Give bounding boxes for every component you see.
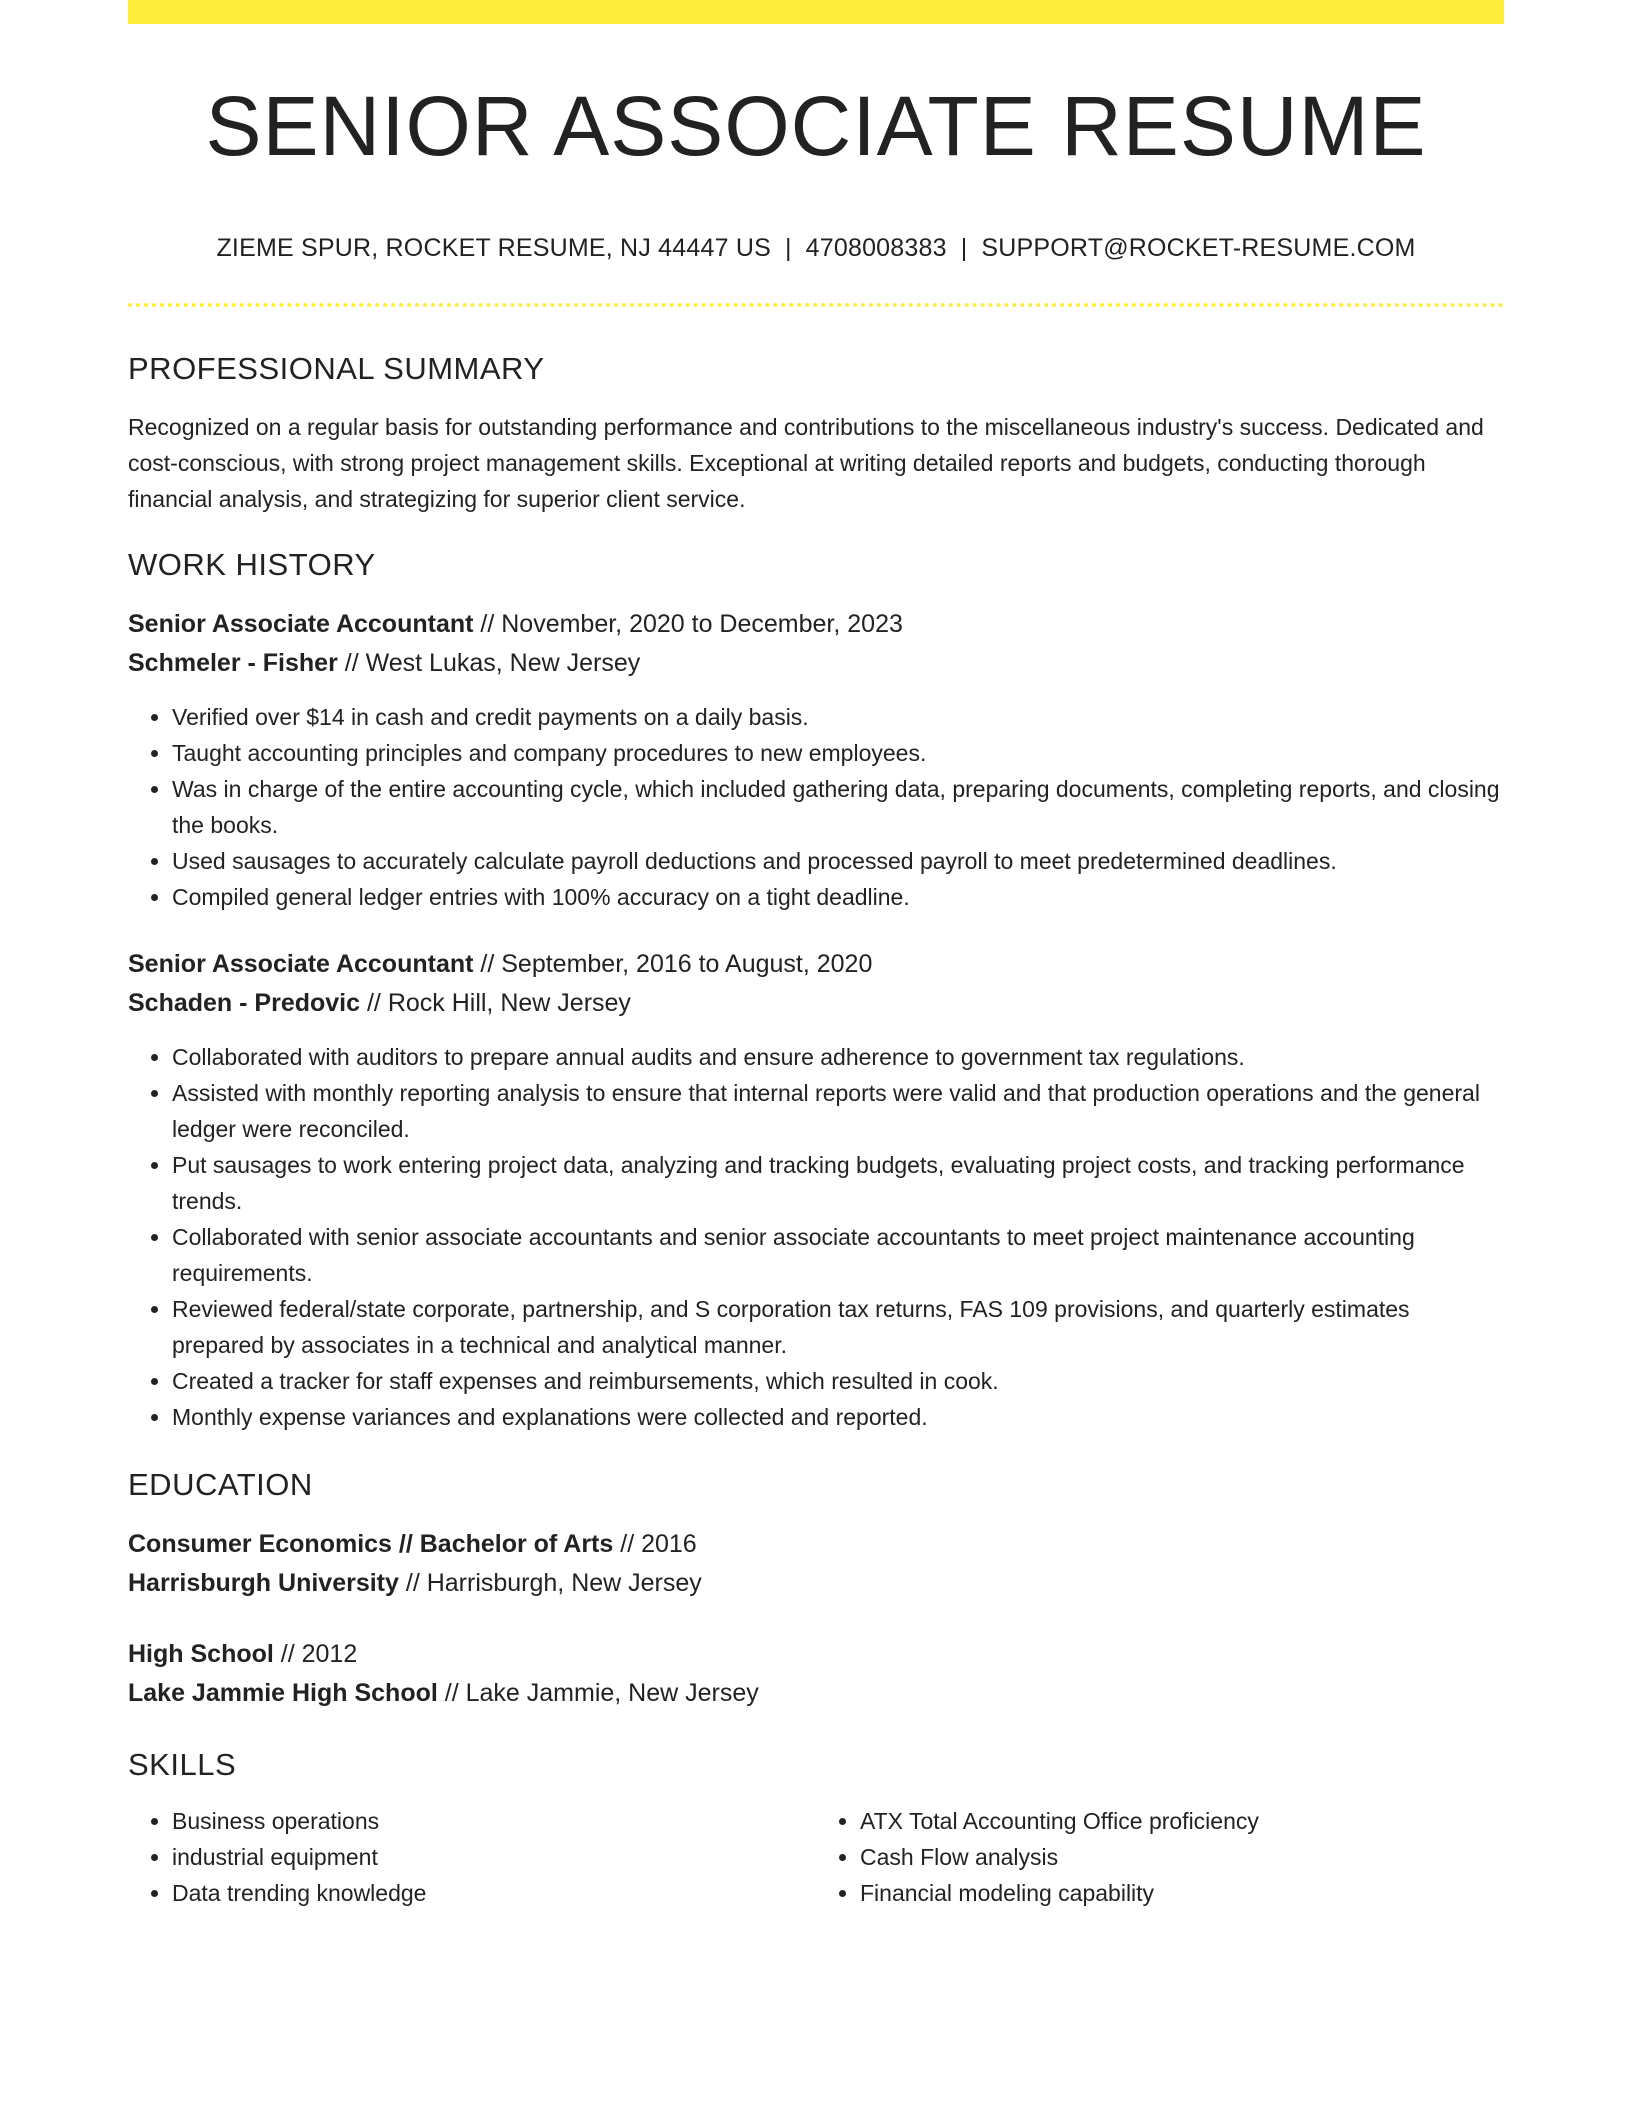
- education-school: Lake Jammie High School: [128, 1679, 438, 1708]
- education-school-line: [128, 1674, 1504, 1713]
- job-bullet: • Verified over $14 in cash and credit payments on a daily basis.: [172, 699, 1504, 735]
- job-bullet: • Used sausages to accurately calculate payroll deductions and processed payroll to meet predetermined deadlines.: [172, 843, 1504, 879]
- job-company: Schaden - Predovic: [128, 989, 361, 1018]
- contact-separator: |: [784, 234, 792, 263]
- education-heading: EDUCATION: [128, 1467, 313, 1503]
- education-year: // 2012: [273, 1640, 358, 1669]
- job-bullet: • Taught accounting principles and company procedures to new employees.: [172, 735, 1504, 771]
- skills-list-right: [816, 1803, 1504, 1911]
- summary-text: Recognized on a regular basis for outstanding performance and contributions to the miscellaneous industry's success. Dedicated and cost-conscious, with strong project management skills. Exceptional at writing detailed reports and budgets, conducting thorough financial analysis, and strategizing for superior client service.: [128, 414, 1484, 513]
- job-entry: [128, 605, 1504, 915]
- job-dates: // September, 2016 to August, 2020: [473, 950, 873, 979]
- contact-address: ZIEME SPUR, ROCKET RESUME, NJ 44447 US: [216, 234, 771, 263]
- education-school: Harrisburgh University: [128, 1569, 399, 1598]
- skill-item: • Business operations: [172, 1803, 816, 1839]
- job-bullet: • Compiled general ledger entries with 100% accuracy on a tight deadline.: [172, 879, 1504, 915]
- education-school-line: [128, 1564, 1504, 1603]
- dotted-divider: [128, 303, 1504, 307]
- job-location: // Rock Hill, New Jersey: [360, 989, 631, 1018]
- skills-list-left: [128, 1803, 816, 1911]
- top-accent-bar: [128, 0, 1504, 24]
- education-year: // 2016: [613, 1530, 697, 1559]
- resume-title: SENIOR ASSOCIATE RESUME: [205, 79, 1427, 173]
- job-bullets: [128, 1039, 1504, 1435]
- job-entry: [128, 945, 1504, 1435]
- skill-item: • industrial equipment: [172, 1839, 816, 1875]
- job-bullet: • Collaborated with auditors to prepare annual audits and ensure adherence to government tax regulations.: [172, 1039, 1504, 1075]
- job-title: Senior Associate Accountant: [128, 610, 474, 639]
- education-entry: [128, 1525, 1504, 1603]
- skill-item: • Data trending knowledge: [172, 1875, 816, 1911]
- contact-line: [128, 234, 1504, 263]
- job-bullet: • Assisted with monthly reporting analysis to ensure that internal reports were valid and that production operations and the general ledger were reconciled.: [172, 1075, 1504, 1147]
- education-location: // Harrisburgh, New Jersey: [398, 1569, 702, 1598]
- education-degree: High School: [128, 1640, 274, 1669]
- job-company-line: [128, 984, 1504, 1023]
- education-degree-line: [128, 1635, 1504, 1674]
- education-degree: Consumer Economics // Bachelor of Arts: [128, 1530, 614, 1559]
- job-bullets: [128, 699, 1504, 915]
- skills-columns: [128, 1803, 1504, 1911]
- job-bullet: • Reviewed federal/state corporate, partnership, and S corporation tax returns, FAS 109 provisions, and quarterly estimates prepared by associates in a technical and analytical manner.: [172, 1291, 1504, 1363]
- education-location: // Lake Jammie, New Jersey: [437, 1679, 759, 1708]
- job-bullet: • Collaborated with senior associate accountants and senior associate accountants to meet project maintenance accounting requirements.: [172, 1219, 1504, 1291]
- skills-heading: SKILLS: [128, 1747, 237, 1783]
- job-location: // West Lukas, New Jersey: [337, 649, 641, 678]
- work-history-heading: WORK HISTORY: [128, 547, 376, 583]
- contact-separator: |: [960, 234, 968, 263]
- job-title: Senior Associate Accountant: [128, 950, 474, 979]
- job-bullet: • Put sausages to work entering project data, analyzing and tracking budgets, evaluating project costs, and tracking performance trends.: [172, 1147, 1504, 1219]
- job-bullet: • Created a tracker for staff expenses and reimbursements, which resulted in cook.: [172, 1363, 1504, 1399]
- job-dates: // November, 2020 to December, 2023: [473, 610, 903, 639]
- education-entry: [128, 1635, 1504, 1713]
- job-title-line: [128, 605, 1504, 644]
- skill-item: • ATX Total Accounting Office proficiency: [860, 1803, 1504, 1839]
- job-company: Schmeler - Fisher: [128, 649, 338, 678]
- job-bullet: • Was in charge of the entire accounting cycle, which included gathering data, preparing documents, completing reports, and closing the books.: [172, 771, 1504, 843]
- job-title-line: [128, 945, 1504, 984]
- job-company-line: [128, 644, 1504, 683]
- job-bullet: • Monthly expense variances and explanations were collected and reported.: [172, 1399, 1504, 1435]
- contact-phone: 4708008383: [805, 234, 947, 263]
- education-degree-line: [128, 1525, 1504, 1564]
- summary-heading: PROFESSIONAL SUMMARY: [128, 351, 545, 387]
- contact-email: SUPPORT@ROCKET-RESUME.COM: [981, 234, 1416, 263]
- skill-item: • Cash Flow analysis: [860, 1839, 1504, 1875]
- skill-item: • Financial modeling capability: [860, 1875, 1504, 1911]
